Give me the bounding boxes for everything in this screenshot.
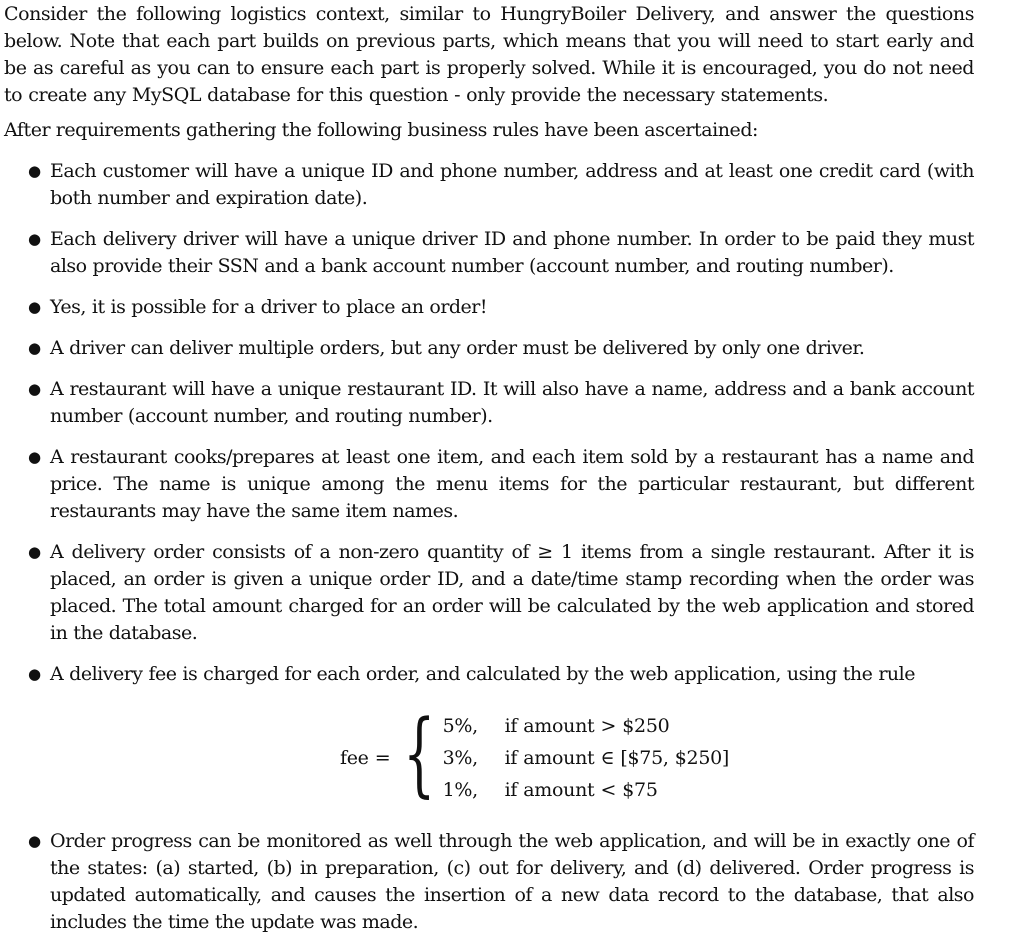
bullet-icon: ● (28, 448, 41, 466)
fee-formula (340, 700, 974, 807)
formula-lhs: fee = (340, 746, 391, 769)
intro-paragraph: Consider the following logistics context, similar to HungryBoiler Delivery, and answer the questions below. Note that each part builds on previous parts, which means that you will need to start early and be as careful as you can to ensure each part is properly solved. While it is encouraged, you do not need to create any MySQL database for this question - only provide the necessary statements. (4, 3, 974, 106)
case-condition: if amount < $75 (504, 778, 658, 801)
rule-restaurant: ● A restaurant will have a unique restaurant ID. It will also have a name, address and a bank account number (account number, and routing number). (28, 378, 974, 427)
rule-driver: ● Each delivery driver will have a unique driver ID and phone number. In order to be paid they must also provide their SSN and a bank account number (account number, and routing number). (28, 228, 974, 277)
left-brace-icon: { (403, 700, 436, 807)
rule-delivery-fee: ● A delivery fee is charged for each order, and calculated by the web application, using the rule fee = { 5%, if amount > $250 3%, if amount ∈ [$75, $250] 1%, if amount < $75 (50, 661, 974, 806)
rule-driver-orders: ● Yes, it is possible for a driver to place an order! (50, 294, 974, 321)
rule-menu-items: ● A restaurant cooks/prepares at least one item, and each item sold by a restaurant has a name and price. The name is unique among the menu items for the particular restaurant, but different restaurants may have the same item names. (28, 446, 974, 522)
case-rate: 5%, (442, 714, 478, 737)
case-condition: if amount ∈ [$75, $250] (504, 746, 730, 769)
rule-order-progress: ● Order progress can be monitored as well through the web application, and will be in exactly one of the states: (a) started, (b) in preparation, (c) out for delivery, and (d) delivered. Order progress is updated automatically, and causes the insertion of a new data record to the database, that also includes the time the update was made. (28, 830, 974, 933)
bullet-icon: ● (28, 665, 41, 683)
bullet-icon: ● (28, 380, 41, 398)
rule-delivery-order: ● A delivery order consists of a non-zero quantity of ≥ 1 items from a single restaurant. After it is placed, an order is given a unique order ID, and a date/time stamp recording when the order was placed. The total amount charged for an order will be calculated by the web application and stored in the database. (28, 541, 974, 644)
rules-lead-in: After requirements gathering the following business rules have been ascertained: (4, 119, 758, 141)
business-rules-list (4, 158, 974, 936)
case-rate: 3%, (442, 746, 478, 769)
rule-delivery-driver: ● A driver can deliver multiple orders, but any order must be delivered by only one driver. (50, 335, 974, 362)
case-rate: 1%, (442, 778, 478, 801)
case-condition: if amount > $250 (504, 714, 670, 737)
bullet-icon: ● (28, 298, 41, 316)
bullet-icon: ● (28, 832, 41, 850)
bullet-icon: ● (28, 162, 41, 180)
rule-customer: ● Each customer will have a unique ID and phone number, address and at least one credit card (with both number and expiration date). (28, 160, 974, 209)
bullet-icon: ● (28, 543, 41, 561)
bullet-icon: ● (28, 339, 41, 357)
bullet-icon: ● (28, 230, 41, 248)
formula-cases (443, 713, 729, 804)
